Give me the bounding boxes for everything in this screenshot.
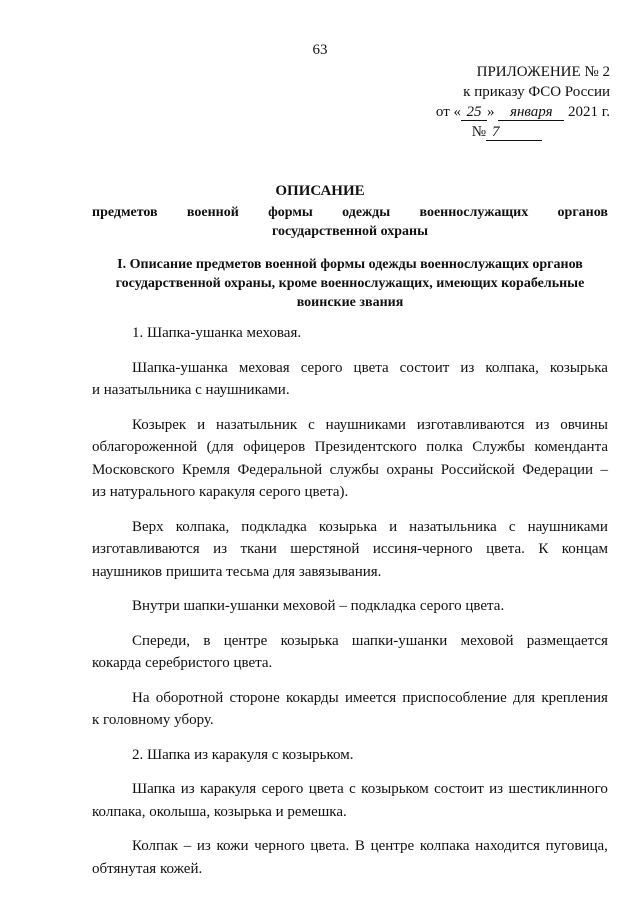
page-number: 63 — [312, 42, 328, 58]
paragraph — [92, 835, 608, 880]
word: размещается — [526, 632, 608, 649]
word: серого — [261, 781, 304, 797]
word: цвета — [353, 359, 389, 376]
word: шестиклинного — [508, 781, 608, 797]
paragraph — [92, 357, 608, 402]
word: из — [180, 781, 195, 797]
word: и — [197, 416, 206, 433]
word: овчины — [560, 416, 608, 433]
subtitle-word: военнослужащих — [419, 205, 529, 220]
number-label: № — [471, 124, 486, 140]
paragraph-line — [92, 436, 608, 459]
section-heading — [92, 255, 608, 312]
paragraph — [92, 778, 608, 823]
number-value: 7 — [486, 125, 542, 141]
appendix-title: ПРИЛОЖЕНИЕ № 2 — [476, 64, 610, 80]
paragraph-line — [92, 357, 608, 380]
word: Московского — [92, 461, 175, 478]
word: иссиня-черного — [372, 541, 473, 557]
word: меховая — [238, 359, 290, 376]
paragraph — [92, 744, 608, 767]
word: изготавливаются — [92, 541, 200, 557]
word: меховой — [460, 632, 514, 649]
paragraph — [92, 322, 608, 345]
word: козырьком — [361, 781, 429, 797]
date-month: января — [498, 105, 564, 121]
word: офицеров — [243, 439, 306, 455]
word: Кремля — [181, 461, 230, 478]
section-heading-line: I. Описание предметов военной формы одежды военнослужащих органов — [117, 257, 583, 272]
word: назатыльник — [216, 416, 298, 433]
subtitle-word: формы — [268, 205, 313, 220]
word: колпака — [419, 838, 470, 854]
date-prefix: от « — [435, 104, 462, 120]
word: черного — [254, 838, 305, 854]
word: и — [389, 518, 398, 535]
paragraph-line: наушников пришита тесьма для завязывания. — [92, 563, 382, 580]
word: оборотной — [155, 689, 224, 706]
word: имеется — [345, 689, 397, 706]
word: концам — [561, 541, 608, 557]
word: с — [308, 416, 315, 433]
word: из — [460, 359, 475, 376]
appendix-number — [420, 122, 610, 142]
word: серого — [300, 359, 343, 376]
date-year: 2021 г. — [568, 104, 610, 120]
paragraph-line: Внутри шапки-ушанки меховой – подкладка серого цвета. — [132, 598, 505, 614]
appendix-date — [420, 102, 610, 122]
word: – — [183, 838, 192, 854]
word: шапки-ушанки — [351, 632, 448, 649]
paragraph-line: обтянутая кожей. — [92, 860, 203, 877]
document-subtitle — [92, 203, 608, 241]
word: из — [213, 541, 228, 557]
word: На — [132, 689, 150, 706]
subtitle-line-1 — [92, 203, 608, 222]
date-mid: » — [487, 104, 495, 120]
word: наушниками — [325, 416, 406, 433]
word: Козырек — [132, 416, 187, 433]
paragraph-line: кокарда серебристого цвета. — [92, 655, 273, 671]
word: Российской — [440, 461, 515, 478]
word: полка — [426, 439, 463, 455]
paragraph-line — [92, 687, 608, 710]
word: В — [354, 838, 365, 854]
word: изготавливаются — [416, 416, 525, 433]
word: состоит — [434, 781, 484, 797]
date-day: 25 — [461, 105, 487, 121]
word: с — [508, 518, 516, 535]
paragraph-line — [92, 630, 608, 653]
paragraph — [92, 595, 608, 618]
subtitle-word: одежды — [342, 205, 391, 220]
appendix-order: к приказу ФСО России — [463, 84, 610, 100]
word: цвета — [308, 781, 344, 797]
appendix-block — [420, 62, 610, 142]
word: кокарды — [286, 689, 339, 706]
paragraph-line — [92, 414, 608, 437]
word: из — [535, 416, 550, 433]
word: Шапка-ушанка — [132, 359, 228, 376]
word: облагороженной — [92, 439, 198, 455]
paragraph — [92, 630, 608, 675]
word: Службы — [472, 439, 525, 455]
subtitle-word: военной — [186, 205, 239, 220]
word: наушниками — [527, 518, 608, 535]
paragraph-line — [92, 538, 608, 561]
paragraph — [92, 687, 608, 732]
document-body — [92, 322, 608, 880]
word: – — [600, 461, 608, 478]
word: цвета. — [310, 838, 350, 854]
word: каракуля — [200, 781, 257, 797]
paragraph-line: из натурального каракуля серого цвета). — [92, 484, 349, 500]
paragraph-line: 2. Шапка из каракуля с козырьком. — [132, 746, 354, 763]
word: Федерации — [522, 461, 594, 478]
paragraph-line — [92, 778, 608, 801]
subtitle-word: органов — [557, 205, 608, 220]
paragraph — [92, 516, 608, 584]
word: козырька — [280, 632, 339, 649]
paragraph-line: колпака, околыша, козырька и ремешка. — [92, 803, 347, 820]
word: (для — [206, 439, 234, 455]
word: стороне — [229, 689, 280, 706]
word: в — [203, 632, 211, 649]
word: с — [349, 781, 356, 797]
word: охраны — [386, 461, 434, 478]
paragraph-line — [92, 516, 608, 539]
word: находится — [475, 838, 540, 854]
word: крепления — [541, 689, 608, 706]
paragraph-line: и назатыльника с наушниками. — [92, 382, 290, 398]
word: Колпак — [132, 838, 179, 854]
word: назатыльника — [409, 518, 497, 535]
word: козырька — [549, 359, 608, 376]
word: приспособление — [402, 689, 507, 706]
word: К — [538, 541, 549, 557]
word: центре — [223, 632, 268, 649]
word: Шапка — [132, 781, 176, 797]
word: цвета. — [486, 541, 525, 557]
word: кожи — [216, 838, 249, 854]
paragraph-line — [92, 835, 608, 858]
word: состоит — [399, 359, 450, 376]
paragraph-line: к головному убору. — [92, 712, 214, 728]
word: Федеральной — [237, 461, 323, 478]
paragraph-line — [92, 459, 608, 482]
word: из — [196, 838, 211, 854]
subtitle-line-2: государственной охраны — [271, 224, 429, 239]
word: центре — [370, 838, 415, 854]
word: Верх — [132, 518, 164, 535]
paragraph-line: 1. Шапка-ушанка меховая. — [132, 325, 302, 341]
word: для — [513, 689, 536, 706]
word: службы — [329, 461, 379, 478]
subtitle-word: предметов — [92, 205, 158, 220]
section-heading-line: государственной охраны, кроме военнослужащих, имеющих корабельные — [115, 276, 585, 291]
word: коменданта — [534, 439, 608, 455]
document-title: ОПИСАНИЕ — [275, 183, 365, 199]
word: козырька — [318, 518, 377, 535]
word: из — [489, 781, 504, 797]
word: колпака, — [175, 518, 230, 535]
word: Спереди, — [132, 632, 191, 649]
word: Президентского — [314, 439, 417, 455]
word: шерстяной — [290, 541, 360, 557]
word: подкладка — [241, 518, 307, 535]
section-heading-line: воинские звания — [296, 295, 404, 310]
word: ткани — [240, 541, 277, 557]
paragraph — [92, 414, 608, 504]
word: пуговица, — [545, 838, 608, 854]
word: колпака, — [485, 359, 539, 376]
